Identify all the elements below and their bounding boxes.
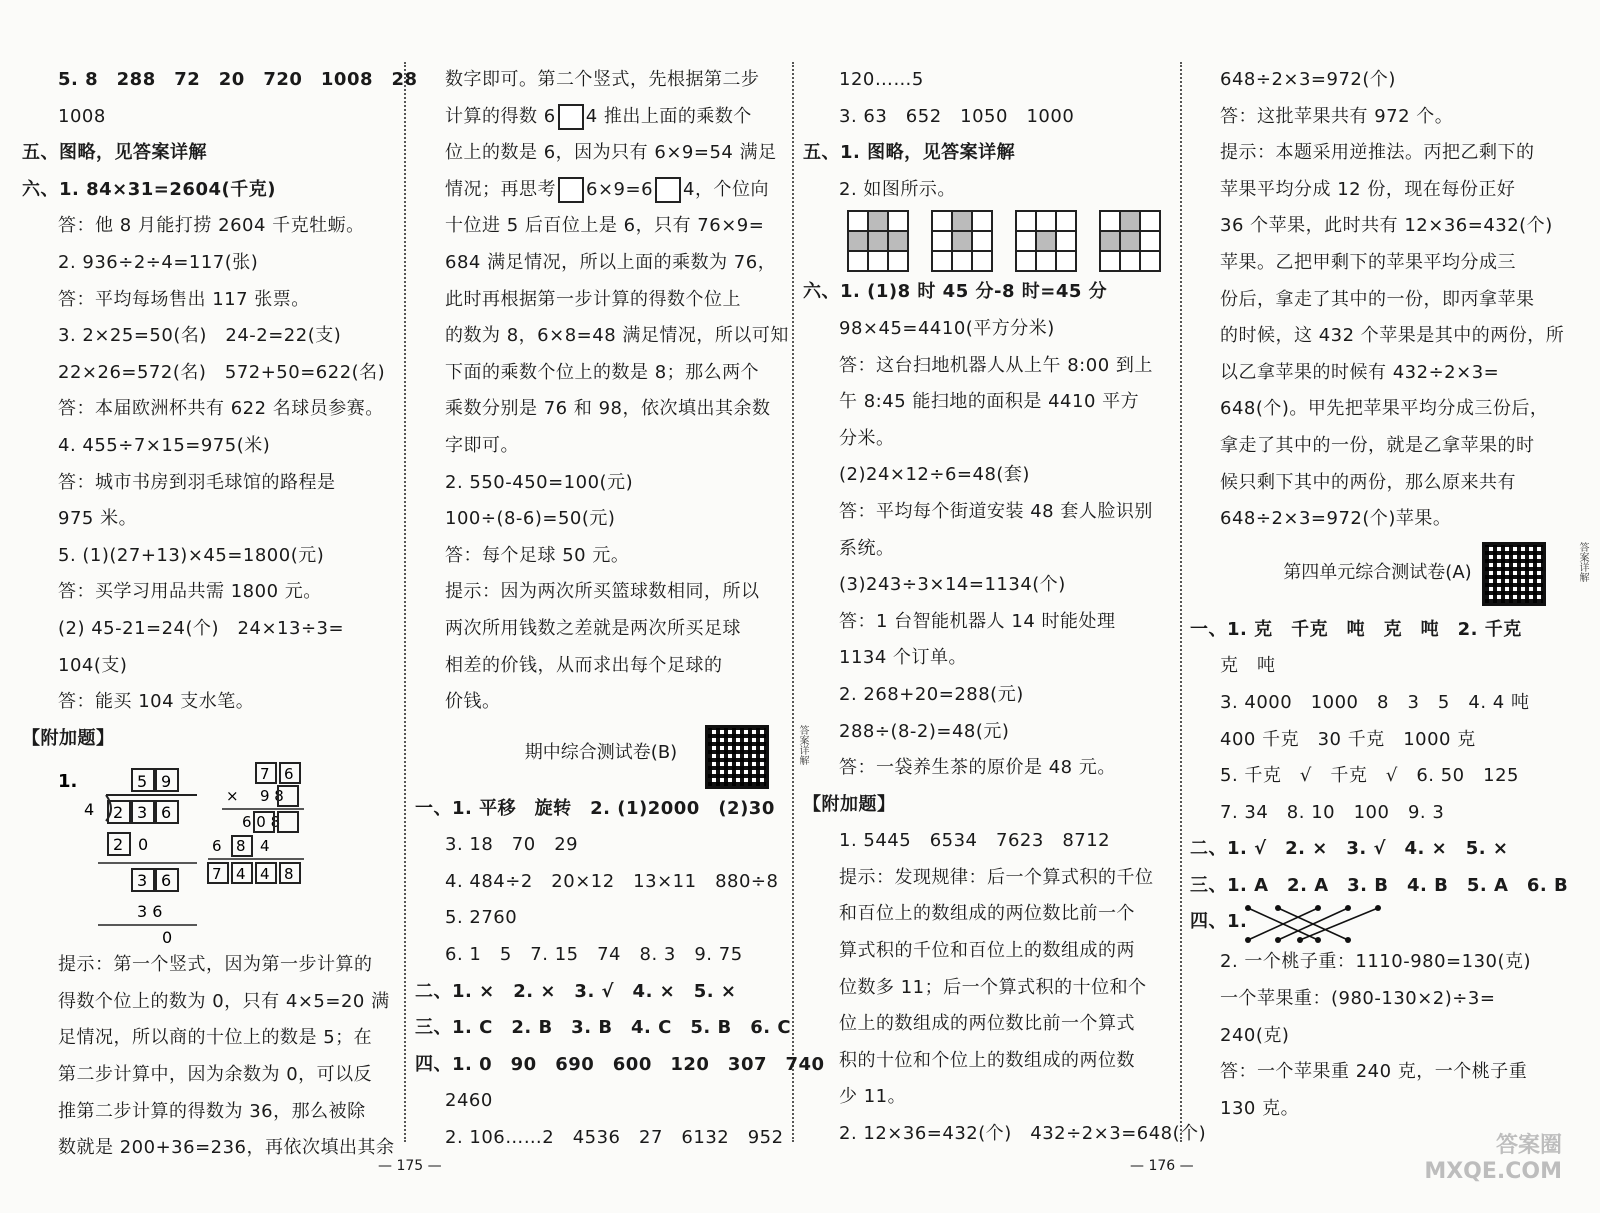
dividend-digit: 2 bbox=[113, 803, 124, 823]
text-line: (2) 45-21=24(个) 24×13÷3= bbox=[58, 617, 345, 639]
text-fragment: 计算的得数 6 bbox=[445, 105, 556, 127]
text-line: 下面的乘数个位上的数是 8；那么两个 bbox=[445, 361, 760, 383]
product-digit: 7 bbox=[212, 865, 222, 884]
text-line: 130 克。 bbox=[1220, 1097, 1300, 1119]
hint-line: 少 11。 bbox=[839, 1086, 907, 1108]
factor: 9 8 bbox=[260, 787, 284, 806]
column-divider bbox=[792, 62, 794, 1142]
text-line: 2. 268+20=288(元) bbox=[839, 683, 1024, 705]
text-line: 7. 34 8. 10 100 9. 3 bbox=[1220, 801, 1445, 823]
text-line: 104(支) bbox=[58, 654, 128, 676]
hint-line: 和百位上的数组成的两位数比前一个 bbox=[839, 903, 1135, 925]
hint-line: 提示：发现规律：后一个算式积的千位 bbox=[839, 866, 1154, 888]
text-line: 3. 18 70 29 bbox=[445, 834, 579, 856]
digit-box bbox=[278, 812, 298, 832]
text-line: 价钱。 bbox=[445, 691, 501, 713]
product-digit: 4 bbox=[236, 865, 246, 884]
text-line: 2. 106……2 4536 27 6132 952 bbox=[445, 1127, 784, 1149]
text-fragment: 6×9=6 bbox=[586, 178, 654, 200]
column-divider bbox=[404, 62, 406, 1142]
partial-product: 4 bbox=[260, 837, 270, 856]
text-line: 三、1. C 2. B 3. B 4. C 5. B 6. C bbox=[415, 1017, 792, 1039]
factor-digit: 7 bbox=[260, 765, 270, 784]
text-line: 午 8:45 能扫地的面积是 4410 平方 bbox=[839, 391, 1140, 413]
hint-line: 648÷2×3=972(个)苹果。 bbox=[1220, 508, 1452, 530]
hint-line: 数就是 200+36=236，再依次填出其余 bbox=[58, 1137, 395, 1159]
section-title bbox=[1190, 538, 1588, 612]
factor-digit: 6 bbox=[284, 765, 294, 784]
hint-line: 提示：第一个竖式，因为第一步计算的 bbox=[58, 954, 373, 976]
hint-line: 648(个)。甲先把苹果平均分成三份后， bbox=[1220, 398, 1549, 420]
times-sign: × bbox=[226, 787, 239, 806]
text-line: 1008 bbox=[58, 105, 106, 127]
grid-figure bbox=[931, 210, 993, 272]
hint-line: 积的十位和个位上的数组成的两位数 bbox=[839, 1049, 1135, 1071]
text-line: 答：每个足球 50 元。 bbox=[445, 544, 630, 566]
text-fragment: 4，个位向 bbox=[683, 178, 769, 200]
text-line: 400 千克 30 千克 1000 克 bbox=[1220, 728, 1476, 750]
item-number: 四、1. bbox=[1190, 911, 1248, 933]
page-number-left: — 175 — bbox=[378, 1158, 442, 1174]
test-title: 第四单元综合测试卷(A) bbox=[1283, 561, 1472, 583]
text-fragment: 4 推出上面的乘数个 bbox=[585, 105, 752, 127]
vertical-calculations bbox=[22, 757, 400, 947]
step-digit: 3 bbox=[137, 871, 148, 891]
text-line: 5. (1)(27+13)×45=1800(元) bbox=[58, 544, 325, 566]
watermark bbox=[1424, 1133, 1562, 1185]
text-line: 98×45=4410(平方分米) bbox=[839, 317, 1055, 339]
page-number-right: — 176 — bbox=[1130, 1158, 1194, 1174]
hint-line: 第二步计算中，因为余数为 0，可以反 bbox=[58, 1064, 373, 1086]
shaded-grid-figures bbox=[803, 208, 1175, 274]
text-line bbox=[415, 172, 787, 209]
grid-figure bbox=[1015, 210, 1077, 272]
text-line: 1134 个订单。 bbox=[839, 647, 968, 669]
text-line: 5. 2760 bbox=[445, 907, 518, 929]
text-line: 六、1. (1)8 时 45 分-8 时=45 分 bbox=[803, 281, 1108, 303]
hint-line: 提示：本题采用逆推法。丙把乙剩下的 bbox=[1220, 142, 1535, 164]
text-line: 相差的价钱，从而求出每个足球的 bbox=[445, 654, 723, 676]
text-line: 3. 4000 1000 8 3 5 4. 4 吨 bbox=[1220, 691, 1530, 713]
hint-line: 的时候，这 432 个苹果是其中的两份，所 bbox=[1220, 325, 1565, 347]
text-line: (2)24×12÷6=48(套) bbox=[839, 464, 1030, 486]
qr-code-icon[interactable] bbox=[705, 725, 769, 789]
text-line: 分米。 bbox=[839, 427, 895, 449]
text-line: 975 米。 bbox=[58, 508, 138, 530]
partial-product: 6 0 8 bbox=[242, 813, 281, 832]
hint-line: 份后，拿走了其中的一份，即丙拿苹果 bbox=[1220, 288, 1535, 310]
text-line: 22×26=572(名) 572+50=622(名) bbox=[58, 361, 386, 383]
text-line: 五、1. 图略，见答案详解 bbox=[803, 142, 1016, 164]
text-line: 二、1. √ 2. × 3. √ 4. × 5. × bbox=[1190, 838, 1509, 860]
hint-line: 苹果平均分成 12 份，现在每份正好 bbox=[1220, 178, 1516, 200]
text-line: 答：他 8 月能打捞 2604 千克牡蛎。 bbox=[58, 215, 365, 237]
column-divider bbox=[1180, 62, 1182, 1142]
text-line: 3. 63 652 1050 1000 bbox=[839, 105, 1075, 127]
text-line: 2. 如图所示。 bbox=[839, 178, 956, 200]
section-heading: 【附加题】 bbox=[803, 793, 896, 815]
text-line: 3. 2×25=50(名) 24-2=22(支) bbox=[58, 325, 342, 347]
text-line bbox=[1190, 904, 1565, 944]
text-fragment: 情况；再思考 bbox=[445, 178, 556, 200]
text-line: 两次所用钱数之差就是两次所买足球 bbox=[445, 617, 741, 639]
hint-line: 算式积的千位和百位上的数组成的两 bbox=[839, 940, 1135, 962]
text-line: 一个苹果重：(980-130×2)÷3= bbox=[1220, 988, 1496, 1010]
quotient-digit: 5 bbox=[137, 772, 148, 792]
qr-code-icon[interactable] bbox=[1482, 542, 1546, 606]
text-line: 240(克) bbox=[1220, 1024, 1290, 1046]
divisor: 4 bbox=[84, 800, 95, 820]
step-digit: 6 bbox=[161, 871, 172, 891]
partial-product: 8 bbox=[236, 837, 246, 856]
text-line: 答：城市书房到羽毛球馆的路程是 bbox=[58, 471, 336, 493]
text-line: 位上的数是 6，因为只有 6×9=54 满足 bbox=[445, 142, 777, 164]
matching-lines-figure bbox=[1240, 902, 1390, 946]
text-line: 的数为 8，6×8=48 满足情况，所以可知 bbox=[445, 325, 789, 347]
hint-line: 位上的数组成的两位数比前一个算式 bbox=[839, 1013, 1135, 1035]
hint-line: 得数个位上的数为 0，只有 4×5=20 满 bbox=[58, 990, 390, 1012]
text-line: 288÷(8-2)=48(元) bbox=[839, 720, 1010, 742]
text-line: 4. 455÷7×15=975(米) bbox=[58, 434, 271, 456]
watermark-text: 答案圈 bbox=[1495, 1133, 1562, 1158]
text-line bbox=[415, 99, 787, 136]
text-line: 100÷(8-6)=50(元) bbox=[445, 508, 616, 530]
text-line: 十位进 5 后百位上是 6，只有 76×9= bbox=[445, 215, 765, 237]
hint-line: 36 个苹果，此时共有 12×36=432(个) bbox=[1220, 215, 1553, 237]
blank-box bbox=[558, 104, 584, 130]
text-line: 2. 550-450=100(元) bbox=[445, 471, 634, 493]
text-line: 答：一个苹果重 240 克，一个桃子重 bbox=[1220, 1061, 1528, 1083]
text-line: 此时再根据第一步计算的得数个位上 bbox=[445, 288, 741, 310]
text-line: 684 满足情况，所以上面的乘数为 76， bbox=[445, 251, 777, 273]
qr-caption: 答案详解 bbox=[797, 724, 808, 765]
text-line: 六、1. 84×31=2604(千克) bbox=[22, 178, 276, 200]
text-line: 克 吨 bbox=[1220, 655, 1276, 677]
text-line: 系统。 bbox=[839, 537, 895, 559]
watermark-text: MXQE.COM bbox=[1424, 1159, 1562, 1184]
blank-box bbox=[558, 177, 584, 203]
text-line: 2. 12×36=432(个) 432÷2×3=648(个) bbox=[839, 1123, 1207, 1145]
section-heading: 【附加题】 bbox=[22, 727, 115, 749]
dividend-digit: 3 bbox=[137, 803, 148, 823]
partial-product: 6 bbox=[212, 837, 222, 856]
qr-caption: 答案详解 bbox=[1577, 541, 1588, 582]
hint-line: 位数多 11；后一个算式积的十位和个 bbox=[839, 976, 1147, 998]
column-4 bbox=[1190, 62, 1588, 1127]
text-line: 二、1. × 2. × 3. √ 4. × 5. × bbox=[415, 980, 737, 1002]
text-line: 6. 1 5 7. 15 74 8. 3 9. 75 bbox=[445, 944, 743, 966]
text-line: 2. 一个桃子重：1110-980=130(克) bbox=[1220, 951, 1532, 973]
text-line: (3)243÷3×14=1134(个) bbox=[839, 574, 1066, 596]
text-line: 答：平均每个街道安装 48 套人脸识别 bbox=[839, 500, 1153, 522]
text-line: 五、图略，见答案详解 bbox=[22, 142, 207, 164]
product-digit: 8 bbox=[284, 865, 294, 884]
grid-figure bbox=[1099, 210, 1161, 272]
blank-box bbox=[655, 177, 681, 203]
column-1 bbox=[22, 62, 418, 1167]
grid-figure bbox=[847, 210, 909, 272]
text-line: 答：1 台智能机器人 14 时能处理 bbox=[839, 610, 1116, 632]
item-number: 1. bbox=[58, 771, 78, 793]
text-line: 4. 484÷2 20×12 13×11 880÷8 bbox=[445, 870, 779, 892]
hint-line: 以乙拿苹果的时候有 432÷2×3= bbox=[1220, 361, 1500, 383]
remainder: 0 bbox=[162, 928, 173, 948]
text-line: 答：能买 104 支水笔。 bbox=[58, 691, 255, 713]
text-line: 答：这批苹果共有 972 个。 bbox=[1220, 105, 1454, 127]
text-line: 提示：因为两次所买篮球数相同，所以 bbox=[445, 581, 760, 603]
text-line: 5. 8 288 72 20 720 1008 28 bbox=[58, 69, 418, 90]
step-digit: 3 6 bbox=[137, 902, 163, 922]
step-digit: 2 bbox=[113, 835, 124, 855]
text-line: 2. 936÷2÷4=117(张) bbox=[58, 251, 259, 273]
column-2 bbox=[415, 62, 825, 1157]
text-line: 120……5 bbox=[839, 69, 924, 90]
text-line: 2460 bbox=[445, 1090, 493, 1112]
step-digit: 0 bbox=[138, 835, 149, 855]
text-line: 5. 千克 √ 千克 √ 6. 50 125 bbox=[1220, 765, 1519, 787]
text-line: 648÷2×3=972(个) bbox=[1220, 69, 1396, 90]
test-title: 期中综合测试卷(B) bbox=[524, 741, 678, 763]
text-line: 答：平均每场售出 117 张票。 bbox=[58, 288, 310, 310]
section-title bbox=[415, 721, 808, 791]
product-digit: 4 bbox=[260, 865, 270, 884]
hint-line: 拿走了其中的一份，就是乙拿苹果的时 bbox=[1220, 434, 1535, 456]
hint-line: 苹果。乙把甲剩下的苹果平均分成三 bbox=[1220, 251, 1516, 273]
hint-line: 推第二步计算的得数为 36，那么被除 bbox=[58, 1100, 366, 1122]
text-line: 一、1. 平移 旋转 2. (1)2000 (2)30 bbox=[415, 797, 775, 819]
text-line: 数字即可。第二个竖式，先根据第二步 bbox=[445, 69, 760, 90]
text-line: 四、1. 0 90 690 600 120 307 740 bbox=[415, 1053, 825, 1075]
quotient-digit: 9 bbox=[161, 772, 172, 792]
hint-line: 候只剩下其中的两份，那么原来共有 bbox=[1220, 471, 1516, 493]
dividend-digit: 6 bbox=[161, 803, 172, 823]
text-line: 答：一袋养生茶的原价是 48 元。 bbox=[839, 757, 1116, 779]
text-line: 字即可。 bbox=[445, 434, 519, 456]
text-line: 乘数分别是 76 和 98，依次填出其余数 bbox=[445, 398, 771, 420]
column-3 bbox=[803, 62, 1207, 1153]
hint-line: 足情况，所以商的十位上的数是 5；在 bbox=[58, 1027, 373, 1049]
text-line: 三、1. A 2. A 3. B 4. B 5. A 6. B bbox=[1190, 874, 1569, 896]
text-line: 答：买学习用品共需 1800 元。 bbox=[58, 581, 322, 603]
text-line: 一、1. 克 千克 吨 克 吨 2. 千克 bbox=[1190, 618, 1522, 640]
text-line: 答：这台扫地机器人从上午 8:00 到上 bbox=[839, 354, 1153, 376]
text-line: 1. 5445 6534 7623 8712 bbox=[839, 830, 1111, 852]
text-line: 答：本届欧洲杯共有 622 名球员参赛。 bbox=[58, 398, 384, 420]
